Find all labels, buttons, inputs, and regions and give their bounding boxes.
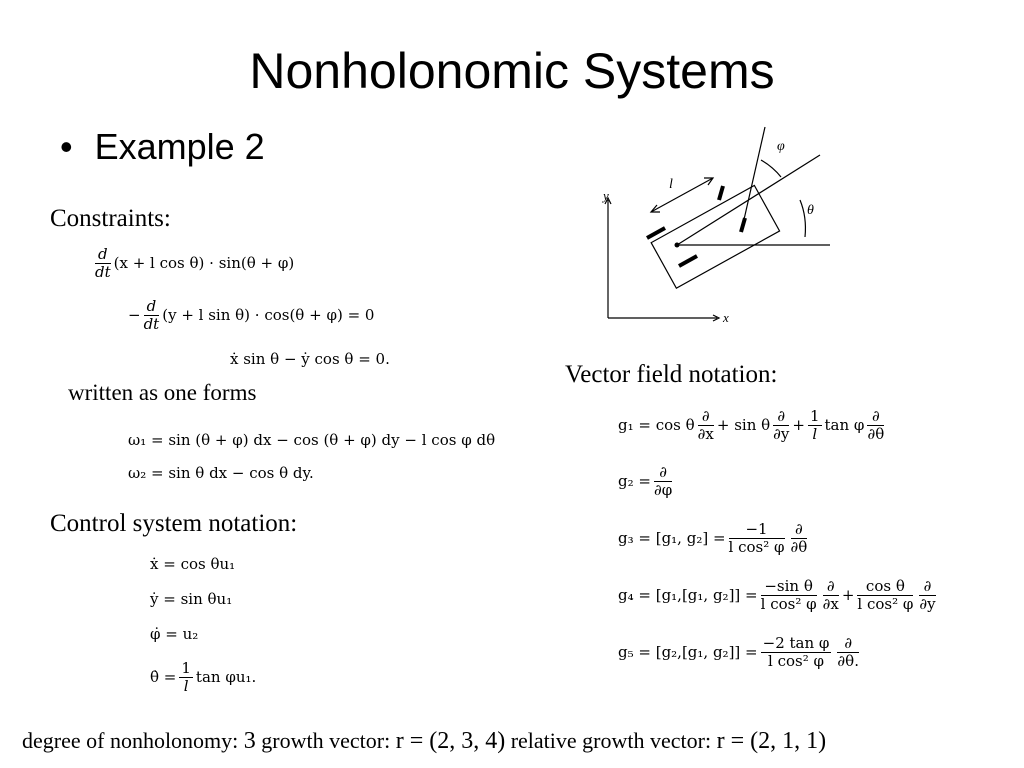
relative-growth-value: r = (2, 1, 1) xyxy=(716,728,827,754)
steering-line xyxy=(743,127,765,224)
constraint-line-2: − $\frac{d}{dt}$ (y + l sin θ) · cos(θ + φ) = 0 xyxy=(128,297,375,334)
one-form-w2: ω₂ = sin θ dx − cos θ dy. xyxy=(128,464,314,482)
rear-wheel-bottom xyxy=(679,256,697,266)
reference-point xyxy=(675,243,680,248)
constraint-line-3: ẋ sin θ − ẏ cos θ = 0. xyxy=(230,350,390,368)
constraints-heading: Constraints: xyxy=(50,205,171,232)
constraint-line-1: $\frac{d}{dt}$ (x + l cos θ) · sin(θ + φ) xyxy=(95,245,295,282)
front-wheel-bottom xyxy=(741,218,745,232)
bullet-dot-icon: • xyxy=(60,126,73,167)
label-phi: φ xyxy=(777,139,785,154)
front-wheel-top xyxy=(719,186,723,200)
length-arrow-head-left xyxy=(651,205,660,212)
growth-summary xyxy=(22,728,826,755)
control-phi-eq: φ̇ = u₂ xyxy=(150,625,199,643)
label-y: y xyxy=(603,188,609,203)
theta-arc xyxy=(800,200,805,237)
vector-field-heading: Vector field notation: xyxy=(565,361,778,388)
length-arrow-head-right xyxy=(704,178,713,185)
slide-title: Nonholonomic Systems xyxy=(249,43,775,99)
phi-arc xyxy=(761,160,781,177)
relative-growth-label: relative growth vector: xyxy=(510,728,712,753)
control-x-eq: ẋ = cos θu₁ xyxy=(150,555,236,573)
label-l: l xyxy=(669,177,673,192)
car-diagram xyxy=(595,122,835,332)
label-x: x xyxy=(723,310,729,325)
vector-field-g4: g₄ = [g₁,[g₁, g₂]] = $\frac{\text{−sin θ}}{\text{l cos² φ}}$ $\frac{\partial}{\partial x}$ + $\frac{\text{cos θ}}{\text{l cos² φ}}$ $\frac{\partial}{\partial y}$ xyxy=(618,577,936,614)
control-y-eq: ẏ = sin θu₁ xyxy=(150,590,233,608)
vector-field-g2: g₂ = $\frac{\partial}{\partial\varphi}$ xyxy=(618,463,673,500)
wheels xyxy=(647,186,745,266)
vector-field-g1: g₁ = cos θ $\frac{\partial}{\partial x}$ + sin θ $\frac{\partial}{\partial y}$ + $\frac{1}{l}$ tan φ $\frac{\partial}{\partial\theta}$ xyxy=(618,407,885,444)
nonholonomy-label: degree of nonholonomy: xyxy=(22,728,239,753)
bullet-text: Example 2 xyxy=(94,126,265,167)
control-theta-eq: θ̇ = $\frac{1}{l}$ tan φu₁. xyxy=(150,659,257,696)
bullet-example xyxy=(60,126,265,168)
growth-vector-value: r = (2, 3, 4) xyxy=(395,728,506,754)
nonholonomy-value: 3 xyxy=(243,728,256,754)
control-heading: Control system notation: xyxy=(50,510,298,537)
vector-field-g5: g₅ = [g₂,[g₁, g₂]] = $\frac{\text{−2 tan φ}}{\text{l cos² φ}}$ $\frac{\partial}{\partial\theta.}$ xyxy=(618,634,859,671)
one-form-w1: ω₁ = sin (θ + φ) dx − cos (θ + φ) dy − l cos φ dθ xyxy=(128,431,496,449)
vector-field-g3: g₃ = [g₁, g₂] = $\frac{-1}{\text{l cos² φ}}$ $\frac{\partial}{\partial\theta}$ xyxy=(618,520,808,557)
length-arrow-line xyxy=(651,178,713,212)
label-theta: θ xyxy=(807,203,814,218)
growth-vector-label: growth vector: xyxy=(261,728,391,753)
one-forms-heading: written as one forms xyxy=(68,380,257,405)
